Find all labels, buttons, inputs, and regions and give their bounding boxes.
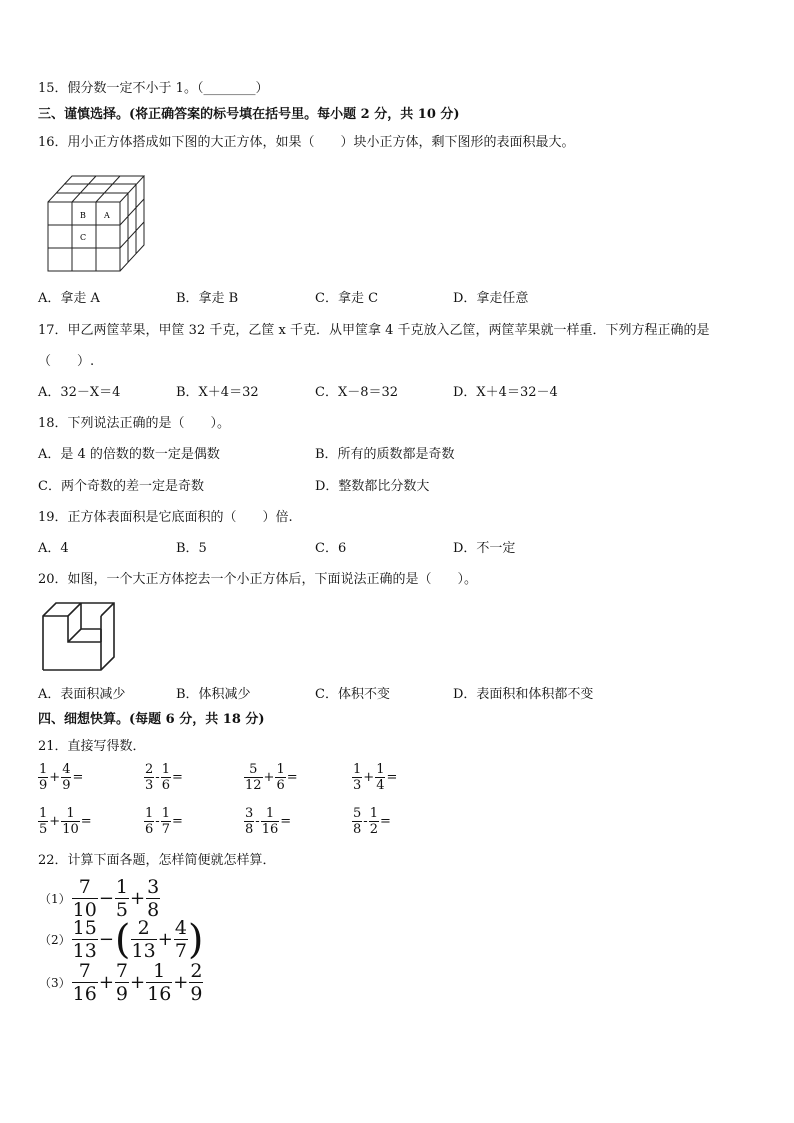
operator: +: [157, 929, 173, 950]
numerator: 7: [115, 960, 129, 982]
q18-option-d: D．整数都比分数大: [315, 479, 430, 494]
right-paren: ): [187, 916, 204, 963]
operator: -: [155, 770, 160, 785]
numerator: 1: [369, 806, 378, 821]
denominator: 8: [245, 822, 254, 837]
q18-option-b: B．所有的质数都是奇数: [315, 447, 455, 462]
denominator: 16: [72, 983, 97, 1005]
section-3-title: 三、谨慎选择。(将正确答案的标号填在括号里。每小题 2 分，共 10 分): [38, 107, 460, 122]
q20-option-b: B．体积减少: [176, 687, 251, 702]
fraction: [244, 762, 263, 793]
denominator: 3: [353, 778, 362, 793]
numerator: 4: [174, 917, 187, 939]
denominator: 9: [62, 778, 71, 793]
denominator: 7: [174, 940, 187, 962]
numerator: 1: [376, 762, 385, 777]
numerator: 1: [145, 806, 154, 821]
numerator: 1: [115, 876, 129, 898]
operator: +: [130, 888, 146, 909]
q21-expression: [244, 762, 299, 793]
denominator: 5: [115, 899, 129, 921]
q22-expression: [38, 960, 203, 1005]
fraction: [369, 806, 379, 837]
denominator: 8: [353, 822, 362, 837]
fraction: [244, 806, 254, 837]
fraction: [144, 762, 154, 793]
left-paren: (: [114, 916, 131, 963]
question-19: 19．正方体表面积是它底面积的（ ）倍.: [38, 510, 293, 525]
q19-option-a: A．4: [38, 541, 69, 556]
fraction: [72, 960, 98, 1005]
q18-option-c: C．两个奇数的差一定是奇数: [38, 479, 204, 494]
denominator: 3: [145, 778, 154, 793]
q21-expression: [244, 806, 292, 837]
question-15: 15．假分数一定不小于 1。（________）: [38, 81, 269, 96]
numerator: 7: [72, 960, 98, 983]
numerator: 4: [62, 762, 71, 777]
numerator: 1: [161, 806, 170, 821]
fraction: [352, 762, 362, 793]
operator: +: [98, 972, 114, 993]
q21-expression: [352, 806, 392, 837]
cube-figure: [40, 170, 150, 276]
question-20: 20．如图，一个大正方体挖去一个小正方体后，下面说法正确的是（ ）。: [38, 572, 478, 587]
numerator: 1: [61, 806, 80, 822]
operator: +: [173, 972, 189, 993]
question-16: 16．用小正方体搭成如下图的大正方体，如果（ ）块小正方体，剩下图形的表面积最大。: [38, 135, 575, 150]
q16-option-c: C．拿走 C: [315, 291, 379, 306]
equals-sign: =: [171, 814, 183, 829]
denominator: 5: [39, 822, 48, 837]
item-label: （1）: [39, 892, 71, 906]
q19-option-b: B．5: [176, 541, 207, 556]
denominator: 6: [161, 778, 170, 793]
item-label: （3）: [39, 976, 71, 990]
numerator: 5: [244, 762, 263, 778]
numerator: 3: [147, 876, 160, 898]
equals-sign: =: [72, 770, 84, 785]
carved-cube-figure: [40, 600, 120, 674]
operator: +: [49, 770, 61, 785]
q22-expression: [38, 917, 204, 962]
denominator: 13: [131, 940, 156, 962]
fraction: [115, 960, 129, 1005]
q21-expression: [144, 762, 184, 793]
numerator: 3: [245, 806, 254, 821]
q16-option-a: A．拿走 A: [38, 291, 100, 306]
denominator: 12: [245, 778, 262, 793]
q16-option-d: D．拿走任意: [453, 291, 529, 306]
denominator: 6: [145, 822, 154, 837]
q20-option-a: A．表面积减少: [38, 687, 126, 702]
fraction: [38, 806, 48, 837]
question-17-line1: 17．甲乙两筐苹果，甲筐 32 千克，乙筐 x 千克．从甲筐拿 4 千克放入乙筐，两筐苹果就一样重．下列方程正确的是: [38, 323, 710, 338]
question-22: 22．计算下面各题，怎样简便就怎样算．: [38, 853, 276, 868]
numerator: 1: [146, 960, 172, 983]
fraction: [352, 806, 362, 837]
denominator: 9: [115, 983, 129, 1005]
q17-option-a: A．32－X＝4: [38, 385, 121, 400]
q19-option-d: D．不一定: [453, 541, 516, 556]
operator: −: [98, 888, 114, 909]
fraction: [161, 806, 171, 837]
denominator: 8: [147, 899, 160, 921]
fraction: [115, 876, 129, 921]
fraction: [261, 806, 280, 837]
operator: -: [363, 814, 368, 829]
equals-sign: =: [286, 770, 298, 785]
numerator: 2: [145, 762, 154, 777]
fraction: [61, 762, 71, 793]
question-18: 18．下列说法正确的是（ ）。: [38, 416, 231, 431]
q16-option-b: B．拿走 B: [176, 291, 239, 306]
item-label: （2）: [39, 933, 71, 947]
q20-option-d: D．表面积和体积都不变: [453, 687, 594, 702]
denominator: 16: [261, 822, 279, 837]
denominator: 7: [161, 822, 170, 837]
equals-sign: =: [280, 814, 292, 829]
equals-sign: =: [379, 814, 391, 829]
q21-expression: [38, 806, 93, 837]
operator: +: [263, 770, 275, 785]
denominator: 9: [39, 778, 48, 793]
operator: +: [363, 770, 375, 785]
cube-label-b: B: [80, 211, 86, 220]
numerator: 1: [161, 762, 170, 777]
equals-sign: =: [80, 814, 92, 829]
q17-option-b: B．X＋4＝32: [176, 385, 259, 400]
q20-option-c: C．体积不变: [315, 687, 390, 702]
operator: -: [255, 814, 260, 829]
equals-sign: =: [171, 770, 183, 785]
fraction: [38, 762, 48, 793]
fraction: [72, 876, 98, 921]
numerator: 15: [72, 917, 97, 939]
numerator: 2: [131, 917, 157, 940]
section-4-title: 四、细想快算。(每题 6 分，共 18 分): [38, 712, 265, 727]
question-21: 21．直接写得数．: [38, 739, 146, 754]
denominator: 2: [369, 822, 378, 837]
denominator: 16: [147, 983, 172, 1005]
fraction: [189, 960, 203, 1005]
operator: −: [98, 929, 114, 950]
operator: +: [49, 814, 61, 829]
q21-expression: [38, 762, 84, 793]
cube-label-c: C: [80, 233, 87, 242]
fraction: [144, 806, 154, 837]
fraction: [161, 762, 171, 793]
numerator: 2: [190, 960, 203, 982]
q19-option-c: C．6: [315, 541, 347, 556]
q18-option-a: A．是 4 的倍数的数一定是偶数: [38, 447, 220, 462]
fraction: [131, 917, 157, 962]
cube-label-a: A: [104, 211, 110, 220]
denominator: 10: [72, 899, 97, 921]
numerator: 5: [353, 806, 362, 821]
numerator: 1: [276, 762, 285, 777]
q17-option-d: D．X＋4＝32－4: [453, 385, 558, 400]
q22-expression: [38, 876, 160, 921]
denominator: 9: [190, 983, 203, 1005]
fraction: [72, 917, 98, 962]
operator: -: [155, 814, 160, 829]
equals-sign: =: [386, 770, 398, 785]
fraction: [375, 762, 385, 793]
q21-expression: [352, 762, 398, 793]
numerator: 1: [353, 762, 362, 777]
fraction: [61, 806, 80, 837]
numerator: 7: [72, 876, 98, 899]
numerator: 1: [39, 762, 48, 777]
denominator: 10: [62, 822, 79, 837]
denominator: 6: [276, 778, 285, 793]
fraction: [174, 917, 188, 962]
denominator: 4: [376, 778, 385, 793]
denominator: 13: [72, 940, 97, 962]
question-17-line2: （ ）.: [38, 354, 95, 369]
fraction: [146, 960, 172, 1005]
fraction: [146, 876, 160, 921]
fraction: [275, 762, 285, 793]
numerator: 1: [261, 806, 280, 822]
operator: +: [130, 972, 146, 993]
q21-expression: [144, 806, 184, 837]
numerator: 1: [39, 806, 48, 821]
q17-option-c: C．X－8＝32: [315, 385, 399, 400]
